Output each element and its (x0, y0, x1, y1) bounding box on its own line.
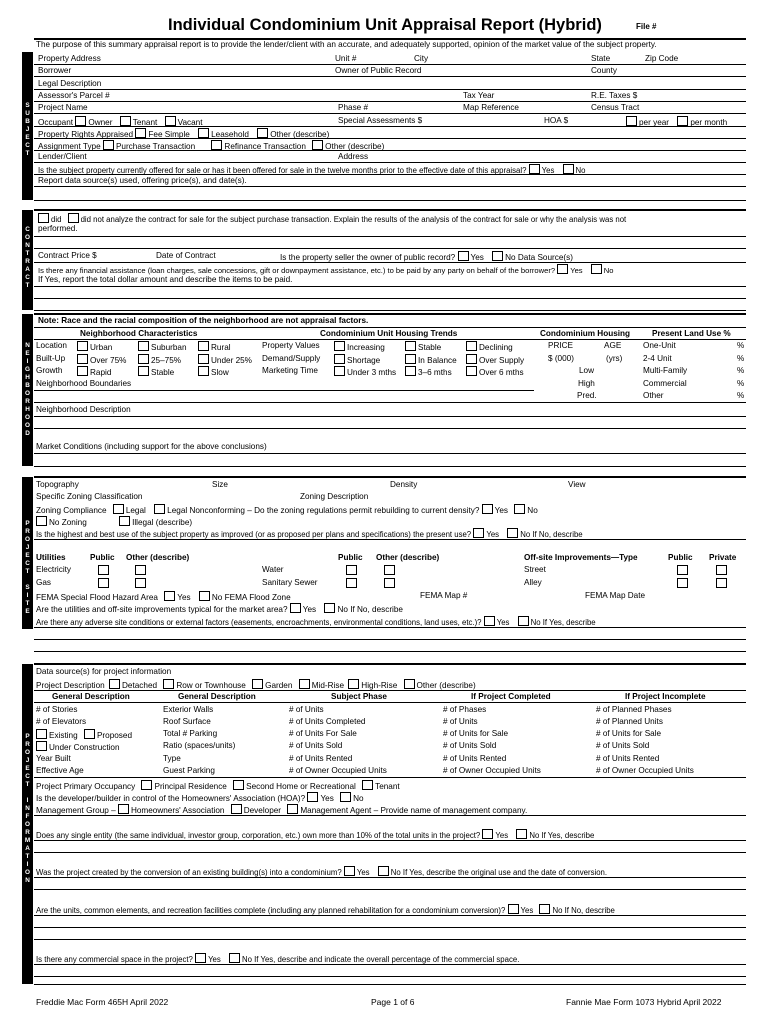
typical-question: Are the utilities and off-site improvements typical for the market area? (36, 605, 288, 614)
property-values-label: Property Values (262, 341, 320, 350)
complete-question: Are the units, common elements, and recreation facilities complete (including any planned rehabilitation for a condominium conversion)? (36, 906, 506, 915)
land-use-header: Present Land Use % (652, 329, 731, 338)
conversion-no-checkbox[interactable] (378, 866, 389, 876)
project-name-field[interactable]: Project Name (38, 103, 88, 112)
file-number-label: File # (636, 22, 657, 31)
housing-header: Condominium Housing (540, 329, 631, 338)
leasehold-checkbox[interactable] (198, 128, 209, 138)
over-6-checkbox[interactable] (466, 366, 477, 376)
electricity-label: Electricity (36, 565, 72, 574)
mid-rise-checkbox[interactable] (299, 679, 310, 689)
alley-public-checkbox[interactable] (677, 578, 688, 588)
view-field[interactable]: View (568, 480, 586, 489)
planned-phases-field[interactable]: # of Planned Phases (596, 705, 672, 714)
age-label: AGE (604, 341, 622, 350)
exterior-walls-field[interactable]: Exterior Walls (163, 705, 214, 714)
zoning-class-field[interactable]: Specific Zoning Classification (36, 492, 143, 501)
subject-phase-header: Subject Phase (331, 692, 387, 701)
offered-no-checkbox[interactable] (563, 164, 574, 174)
slow-checkbox[interactable] (198, 366, 209, 376)
project-sources-field[interactable]: Data source(s) for project information (36, 667, 172, 676)
trends-header: Condominium Unit Housing Trends (320, 329, 458, 338)
single-no-checkbox[interactable] (516, 829, 527, 839)
occupant-row: Occupant Owner Tenant Vacant (38, 118, 203, 127)
footer-right: Fannie Mae Form 1073 Hybrid April 2022 (566, 997, 722, 1007)
urban-checkbox[interactable] (77, 341, 88, 351)
electricity-other-checkbox[interactable] (135, 565, 146, 575)
page-title: Individual Condominium Unit Appraisal Report (Hybrid) (168, 16, 602, 34)
completed-units-field[interactable]: # of Units (443, 717, 478, 726)
developer-mgmt-checkbox[interactable] (231, 804, 242, 814)
rural-checkbox[interactable] (198, 341, 209, 351)
proposed-checkbox[interactable] (84, 729, 95, 739)
commercial-label: Commercial (643, 379, 687, 388)
parcel-field[interactable]: Assessor's Parcel # (38, 91, 110, 100)
subject-owner-occ-field[interactable]: # of Owner Occupied Units (289, 766, 387, 775)
subject-units-field[interactable]: # of Units (289, 705, 324, 714)
hoa-mgmt-checkbox[interactable] (118, 804, 129, 814)
commercial-question: Is there any commercial space in the project? (36, 955, 193, 964)
if-completed-header: If Project Completed (471, 692, 551, 701)
performed-text: performed. (38, 224, 78, 233)
fema-map-field[interactable]: FEMA Map # (420, 591, 468, 600)
assignment-type-row: Assignment Type Purchase Transaction Refinance Transaction Other (describe) (38, 142, 385, 151)
subject-rented-field[interactable]: # of Units Rented (289, 754, 353, 763)
seller-yes-checkbox[interactable] (458, 251, 469, 261)
hoa-field[interactable]: HOA $ (544, 116, 569, 125)
water-other-checkbox[interactable] (384, 565, 395, 575)
under-25-checkbox[interactable] (198, 354, 209, 364)
water-public-checkbox[interactable] (346, 565, 357, 575)
contract-data-sources: Data Source(s) (517, 253, 573, 262)
conversion-question: Was the project created by the conversion of an existing building(s) into a condominium? (36, 868, 342, 877)
gas-label: Gas (36, 578, 52, 587)
complete-no-checkbox[interactable] (539, 904, 550, 914)
rapid-checkbox[interactable] (77, 366, 88, 376)
seller-owner-question: Is the property seller the owner of public record? (280, 253, 456, 262)
completed-rented-field[interactable]: # of Units Rented (443, 754, 507, 763)
sewer-public-checkbox[interactable] (346, 578, 357, 588)
refinance-checkbox[interactable] (211, 140, 222, 150)
no-zoning-checkbox[interactable] (36, 516, 47, 526)
assistance-question: Is there any financial assistance (loan charges, sale concessions, gift or downpayment assistance, etc.) to be paid by any party on behalf of the borrower? (38, 266, 556, 275)
assistance-yes-checkbox[interactable] (557, 264, 568, 274)
two-four-unit-label: 2-4 Unit (643, 354, 672, 363)
gen-desc-header-1: General Description (52, 692, 130, 701)
25-75-checkbox[interactable] (138, 354, 149, 364)
street-private-checkbox[interactable] (716, 565, 727, 575)
rebuild-no-checkbox[interactable] (514, 504, 525, 514)
planned-units-field[interactable]: # of Planned Units (596, 717, 663, 726)
subject-sold-field[interactable]: # of Units Sold (289, 741, 343, 750)
street-label: Street (524, 565, 546, 574)
water-label: Water (262, 565, 284, 574)
census-tract-field[interactable]: Census Tract (591, 103, 640, 112)
purchase-checkbox[interactable] (103, 140, 114, 150)
characteristics-header: Neighborhood Characteristics (80, 329, 198, 338)
hbu-yes-checkbox[interactable] (473, 528, 484, 538)
completed-phases-field[interactable]: # of Phases (443, 705, 487, 714)
county-field[interactable]: County (591, 66, 617, 75)
single-yes-checkbox[interactable] (482, 829, 493, 839)
zoning-legal-checkbox[interactable] (113, 504, 124, 514)
rebuild-yes-checkbox[interactable] (482, 504, 493, 514)
over-75-checkbox[interactable] (77, 354, 88, 364)
completed-owner-field[interactable]: # of Owner Occupied Units (443, 766, 541, 775)
agent-mgmt-checkbox[interactable] (287, 804, 298, 814)
occupant-vacant-checkbox[interactable] (165, 116, 176, 126)
did-checkbox[interactable] (38, 213, 49, 223)
roof-surface-field[interactable]: Roof Surface (163, 717, 211, 726)
commercial-yes-checkbox[interactable] (195, 953, 206, 963)
footer-page: Page 1 of 6 (371, 997, 415, 1007)
rights-other-checkbox[interactable] (257, 128, 268, 138)
typical-yes-checkbox[interactable] (290, 603, 301, 613)
adverse-no-checkbox[interactable] (518, 616, 529, 626)
market-conditions-field[interactable]: Market Conditions (including support for the above conclusions) (36, 442, 267, 451)
section-label-neighborhood: N E I G H B O R H O O D (25, 342, 30, 437)
offsite-header: Off-site Improvements—Type (524, 553, 638, 562)
alley-private-checkbox[interactable] (716, 578, 727, 588)
description-other-checkbox[interactable] (404, 679, 415, 689)
other-land-use-label: Other (643, 391, 664, 400)
electricity-public-checkbox[interactable] (98, 565, 109, 575)
effective-age-field[interactable]: Effective Age (36, 766, 84, 775)
report-sources-field[interactable]: Report data source(s) used, offering price(s), and date(s). (38, 176, 247, 185)
over-supply-checkbox[interactable] (466, 354, 477, 364)
under-3-checkbox[interactable] (334, 366, 345, 376)
fee-simple-checkbox[interactable] (135, 128, 146, 138)
price-unit: $ (000) (548, 354, 574, 363)
commercial-no-checkbox[interactable] (229, 953, 240, 963)
age-unit: (yrs) (606, 354, 623, 363)
boundaries-field[interactable]: Neighborhood Boundaries (36, 379, 132, 388)
race-note: Note: Race and the racial composition of the neighborhood are not appraisal factors. (38, 316, 369, 325)
occupant-owner-checkbox[interactable] (75, 116, 86, 126)
existing-checkbox[interactable] (36, 729, 47, 739)
stable-growth-checkbox[interactable] (138, 366, 149, 376)
high-label: High (578, 379, 595, 388)
tenant-occupancy-checkbox[interactable] (362, 780, 373, 790)
contract-date-field[interactable]: Date of Contract (156, 251, 216, 260)
row-townhouse-checkbox[interactable] (163, 679, 174, 689)
adverse-yes-checkbox[interactable] (484, 616, 495, 626)
section-label-contract: C O N T R A C T (25, 226, 30, 289)
street-public-checkbox[interactable] (677, 565, 688, 575)
special-assessments-field[interactable]: Special Assessments $ (338, 116, 423, 125)
gen-desc-header-2: General Description (178, 692, 256, 701)
flood-no-checkbox[interactable] (199, 591, 210, 601)
legal-description-field[interactable]: Legal Description (38, 79, 102, 88)
incomplete-rented-field[interactable]: # of Units Rented (596, 754, 660, 763)
demand-supply-label: Demand/Supply (262, 354, 321, 363)
declining-checkbox[interactable] (466, 341, 477, 351)
developer-no-checkbox[interactable] (340, 792, 351, 802)
hbu-question: Is the highest and best use of the subject property as improved (or as proposed per plans and specifications) the present use? (36, 530, 472, 539)
3-6-checkbox[interactable] (405, 366, 416, 376)
sewer-other-checkbox[interactable] (384, 578, 395, 588)
density-field[interactable]: Density (390, 480, 418, 489)
utilities-header: Utilities (36, 553, 66, 562)
developer-control-question: Is the developer/builder in control of the Homeowners' Association (HOA)? (36, 794, 306, 803)
unit-number-field[interactable]: Unit # (335, 54, 357, 63)
alley-label: Alley (524, 578, 542, 587)
low-label: Low (579, 366, 595, 375)
state-field[interactable]: State (591, 54, 611, 63)
developer-yes-checkbox[interactable] (307, 792, 318, 802)
size-field[interactable]: Size (212, 480, 228, 489)
re-taxes-field[interactable]: R.E. Taxes $ (591, 91, 638, 100)
tax-year-field[interactable]: Tax Year (463, 91, 495, 100)
section-label-subject: S U B J E C T (25, 102, 30, 157)
purpose-text: The purpose of this summary appraisal report is to provide the lender/client with an accurate, and adequately supported, opinion of the market value of the subject property. (36, 40, 657, 49)
pred-label: Pred. (577, 391, 597, 400)
contract-price-field[interactable]: Contract Price $ (38, 251, 97, 260)
incomplete-sold-field[interactable]: # of Units Sold (596, 741, 650, 750)
subject-for-sale-field[interactable]: # of Units For Sale (289, 729, 357, 738)
illegal-checkbox[interactable] (119, 516, 130, 526)
under-construction-checkbox[interactable] (36, 741, 47, 751)
did-not-checkbox[interactable] (68, 213, 79, 223)
single-entity-question: Does any single entity (the same individual, investor group, corporation, etc.) own more than 10% of the total units in the project? (36, 831, 481, 840)
zoning-description-field[interactable]: Zoning Description (300, 492, 369, 501)
map-reference-field[interactable]: Map Reference (463, 103, 519, 112)
owner-field[interactable]: Owner of Public Record (335, 66, 422, 75)
principal-residence-checkbox[interactable] (141, 780, 152, 790)
shortage-checkbox[interactable] (334, 354, 345, 364)
completed-for-sale-field[interactable]: # of Units for Sale (443, 729, 509, 738)
garden-checkbox[interactable] (252, 679, 263, 689)
section-label-project-site: P R O J E C T S I T E (25, 520, 30, 615)
multi-family-label: Multi-Family (643, 366, 688, 375)
section-label-project-info: P R O J E C T I N F O R M A T I O N (24, 733, 31, 884)
conversion-yes-checkbox[interactable] (344, 866, 355, 876)
borrower-field[interactable]: Borrower (38, 66, 72, 75)
completed-sold-field[interactable]: # of Units Sold (443, 741, 497, 750)
detached-checkbox[interactable] (109, 679, 120, 689)
in-balance-checkbox[interactable] (405, 354, 416, 364)
fema-zone-field[interactable]: FEMA Flood Zone (224, 593, 291, 602)
adverse-question: Are there any adverse site conditions or external factors (easements, encroachments, environmental conditions, land uses, etc.)? (36, 618, 482, 627)
city-field[interactable]: City (414, 54, 429, 63)
second-home-checkbox[interactable] (233, 780, 244, 790)
if-incomplete-header: If Project Incomplete (625, 692, 706, 701)
hbu-no-checkbox[interactable] (507, 528, 518, 538)
per-year-checkbox[interactable] (626, 116, 637, 126)
price-label: PRICE (548, 341, 574, 350)
ratio-field[interactable]: Ratio (spaces/units) (163, 741, 236, 750)
phase-field[interactable]: Phase # (338, 103, 369, 112)
assistance-no-checkbox[interactable] (591, 264, 602, 274)
elevators-field[interactable]: # of Elevators (36, 717, 87, 726)
flood-yes-checkbox[interactable] (164, 591, 175, 601)
complete-yes-checkbox[interactable] (508, 904, 519, 914)
sewer-label: Sanitary Sewer (262, 578, 318, 587)
gas-public-checkbox[interactable] (98, 578, 109, 588)
lender-address-field[interactable]: Address (338, 152, 369, 161)
high-rise-checkbox[interactable] (348, 679, 359, 689)
per-month-checkbox[interactable] (677, 116, 688, 126)
fema-map-date-field[interactable]: FEMA Map Date (585, 591, 646, 600)
zoning-legal-nonconforming-checkbox[interactable] (154, 504, 165, 514)
property-address-field[interactable]: Property Address (38, 54, 101, 63)
parking-type-field[interactable]: Type (163, 754, 181, 763)
lender-field[interactable]: Lender/Client (38, 152, 87, 161)
gas-other-checkbox[interactable] (135, 578, 146, 588)
neighborhood-description-field[interactable]: Neighborhood Description (36, 405, 131, 414)
typical-no-checkbox[interactable] (324, 603, 335, 613)
incomplete-owner-field[interactable]: # of Owner Occupied Units (596, 766, 694, 775)
stories-field[interactable]: # of Stories (36, 705, 78, 714)
assistance-if-yes: If Yes, report the total dollar amount and describe the items to be paid. (38, 275, 293, 284)
seller-no-checkbox[interactable] (492, 251, 503, 261)
property-rights-row: Property Rights Appraised Fee Simple Leasehold Other (describe) (38, 130, 330, 139)
suburban-checkbox[interactable] (138, 341, 149, 351)
assignment-other-checkbox[interactable] (312, 140, 323, 150)
stable-values-checkbox[interactable] (405, 341, 416, 351)
year-built-field[interactable]: Year Built (36, 754, 71, 763)
offered-yes-checkbox[interactable] (529, 164, 540, 174)
subject-completed-field[interactable]: # of Units Completed (289, 717, 366, 726)
topography-field[interactable]: Topography (36, 480, 79, 489)
guest-parking-field[interactable]: Guest Parking (163, 766, 215, 775)
zip-field[interactable]: Zip Code (645, 54, 679, 63)
footer-left: Freddie Mac Form 465H April 2022 (36, 997, 169, 1007)
incomplete-for-sale-field[interactable]: # of Units for Sale (596, 729, 662, 738)
offered-question: Is the subject property currently offered for sale or has it been offered for sale in the twelve months prior to the effective date of this appraisal? (38, 166, 527, 175)
increasing-checkbox[interactable] (334, 341, 345, 351)
parking-field[interactable]: Total # Parking (163, 729, 218, 738)
one-unit-label: One-Unit (643, 341, 676, 350)
marketing-time-label: Marketing Time (262, 366, 318, 375)
occupant-tenant-checkbox[interactable] (120, 116, 131, 126)
